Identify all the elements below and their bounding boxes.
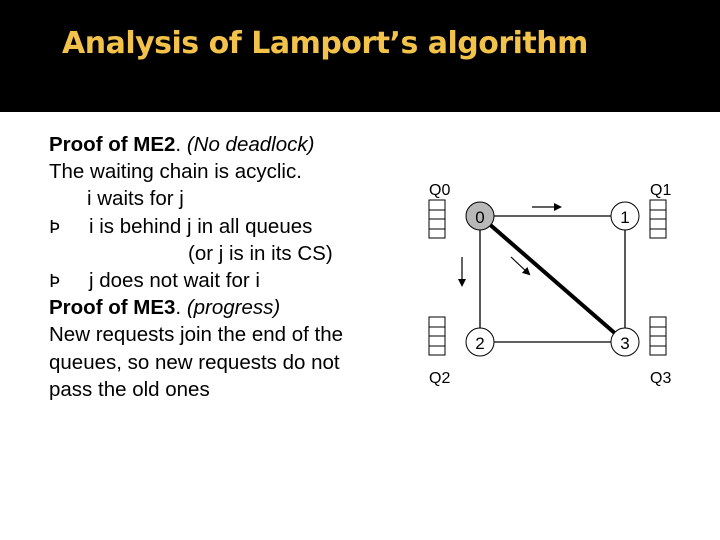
queue-q1 <box>650 200 666 238</box>
me2-label: Proof of ME2 <box>49 133 176 156</box>
arrow-diagonal-icon <box>511 257 529 274</box>
queue-q2 <box>429 317 445 355</box>
title-bar <box>0 0 720 112</box>
body-line-3: i waits for j <box>87 187 184 211</box>
svg-text:3: 3 <box>620 334 630 353</box>
node-1 <box>611 202 639 230</box>
me2-note: (No deadlock) <box>186 133 315 156</box>
body-line-9: queues, so new requests do not <box>49 350 340 374</box>
queue-label-q1: Q1 <box>650 182 672 199</box>
queue-label-q2: Q2 <box>429 370 451 387</box>
me2-line: Proof of ME2. (No deadlock) <box>49 133 315 156</box>
node-2 <box>466 328 494 356</box>
queue-label-q3: Q3 <box>650 370 672 387</box>
queue-q0 <box>429 200 445 238</box>
implies-icon: Þ <box>49 216 60 238</box>
body-line-6: Þ j does not wait for i <box>49 267 409 294</box>
edge-0-3 <box>480 216 625 342</box>
me3-note: (progress) <box>186 296 281 320</box>
me3-label: Proof of ME3 <box>49 296 176 320</box>
slide-body <box>49 131 409 403</box>
queue-diagram <box>410 170 710 400</box>
node-3 <box>611 328 639 356</box>
body-line-2: The waiting chain is acyclic. <box>49 160 302 184</box>
node-0 <box>466 202 494 230</box>
implies-icon: Þ <box>49 270 60 292</box>
body-line-10: pass the old ones <box>49 377 210 401</box>
svg-text:0: 0 <box>475 208 485 227</box>
body-line-5: (or j is in its CS) <box>188 241 333 265</box>
svg-text:2: 2 <box>475 334 485 353</box>
body-line-4: Þ i is behind j in all queues <box>49 213 409 240</box>
queue-q3 <box>650 317 666 355</box>
slide-title: Analysis of Lamport’s algorithm <box>62 26 588 61</box>
me3-line: Proof of ME3. (progress) <box>49 296 281 320</box>
svg-text:1: 1 <box>620 208 630 227</box>
queue-label-q0: Q0 <box>429 182 451 199</box>
body-line-8: New requests join the end of the <box>49 323 344 347</box>
